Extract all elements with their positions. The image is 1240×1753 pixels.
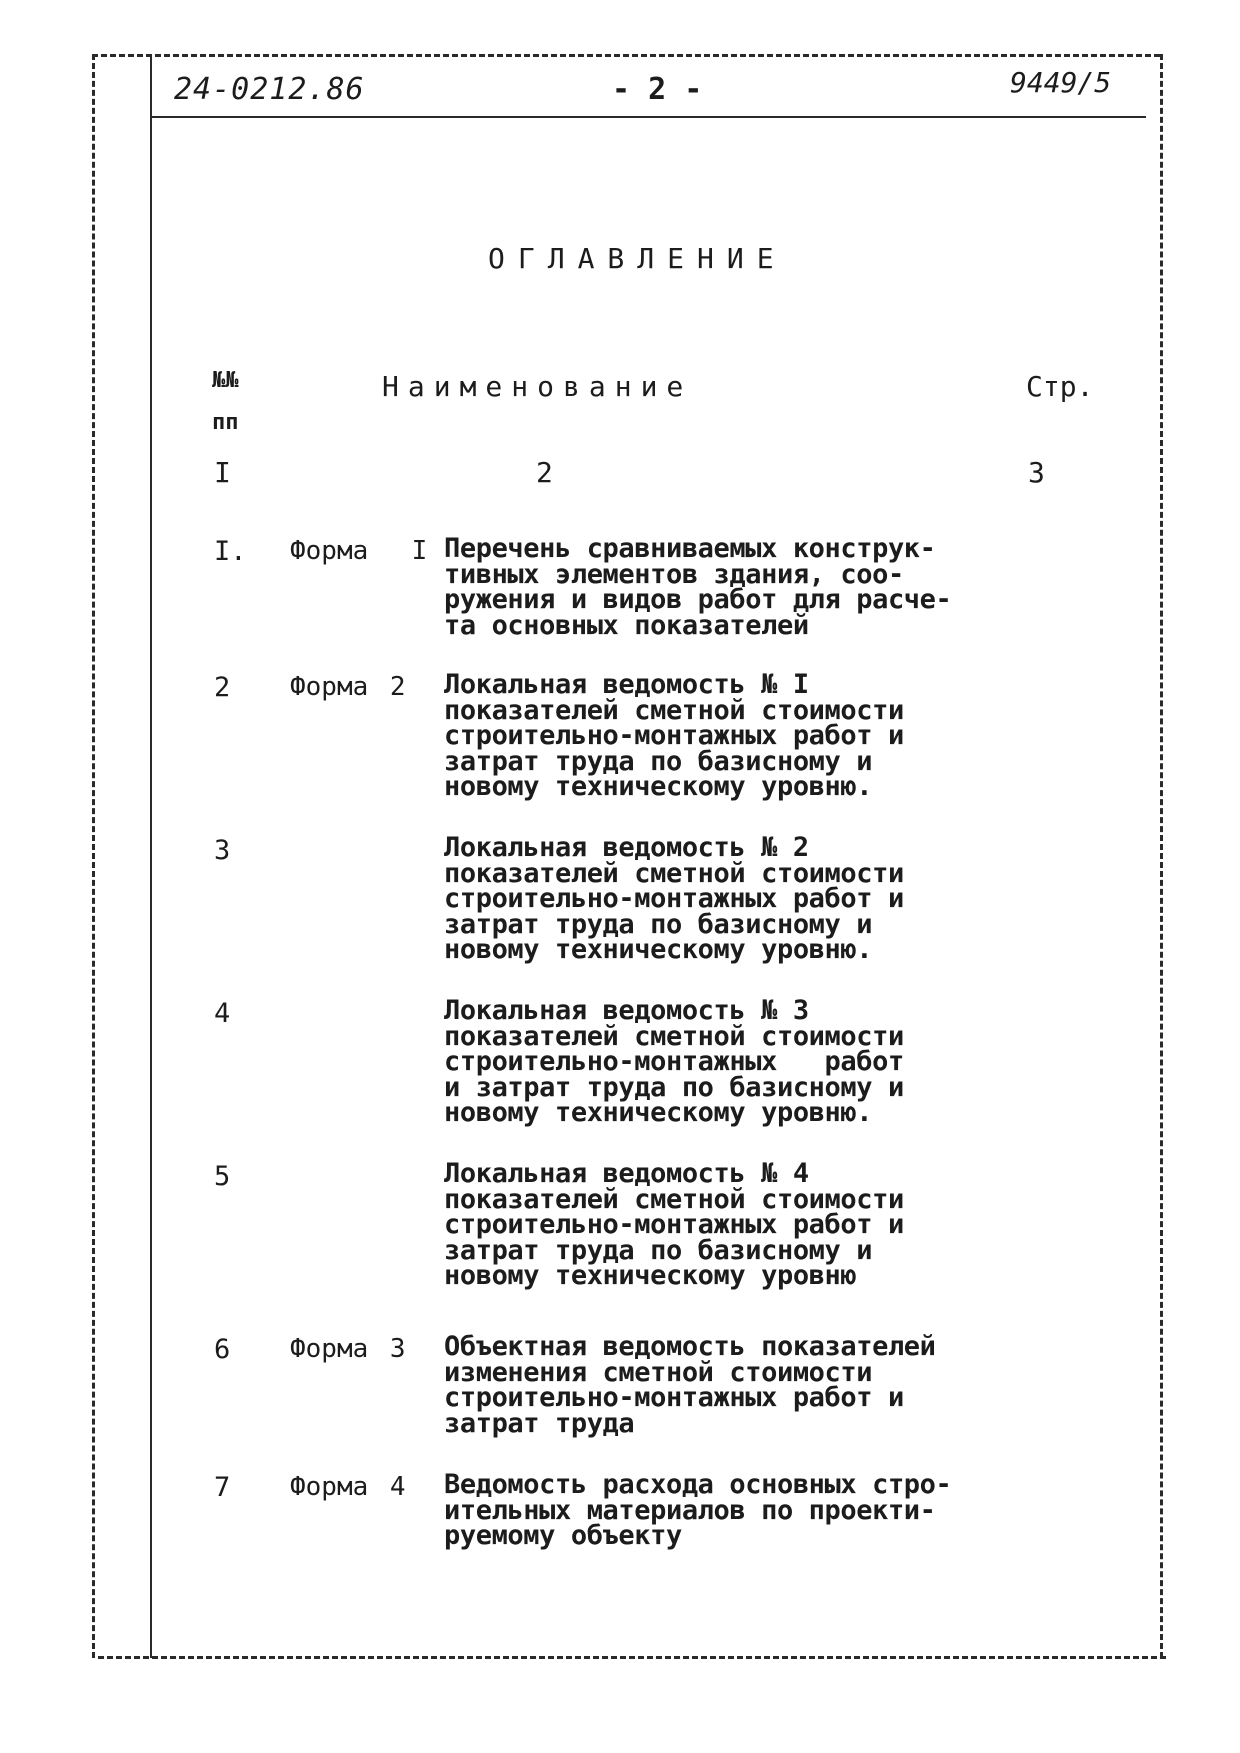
header-divider-line — [150, 116, 1146, 118]
column-header-page: Стр. — [1026, 370, 1094, 403]
toc-item-line: новому техническому уровню. — [444, 771, 873, 802]
toc-item-line: та основных показателей — [444, 609, 809, 641]
column-header-number-line1: №№ — [212, 368, 239, 393]
page-title: ОГЛАВЛЕНИЕ — [488, 242, 787, 275]
toc-item-number: I. — [214, 536, 247, 567]
toc-item-description — [444, 832, 964, 965]
toc-item-form: Форма I — [290, 536, 428, 566]
toc-item-number: 2 — [214, 672, 231, 703]
toc-item-line: показателей сметной стоимости — [444, 694, 904, 726]
toc-item-line: новому техническому уровню. — [444, 1097, 873, 1128]
toc-item-number: 6 — [214, 1334, 231, 1365]
column-header-number — [212, 360, 252, 444]
margin-line — [150, 54, 152, 1658]
toc-item-line: строительно-монтажных работ и — [444, 883, 904, 914]
toc-item-form: Форма 3 — [290, 1334, 406, 1364]
frame-bottom-line — [98, 1656, 1166, 1659]
toc-item-line: новому техническому уровню — [444, 1260, 857, 1291]
toc-item-form: Форма 4 — [290, 1472, 406, 1502]
toc-item-line: показателей сметной стоимости — [444, 857, 904, 889]
toc-item-line: Ведомость расхода основных стро- — [444, 1469, 952, 1500]
document-number: 9449/5 — [1010, 66, 1112, 99]
toc-item-line: руемому объекту — [444, 1520, 682, 1551]
toc-item-line: изменения сметной стоимости — [444, 1356, 873, 1388]
toc-item-description — [444, 669, 964, 802]
toc-item-line: ительных материалов по проекти- — [444, 1494, 936, 1526]
toc-item-line: показателей сметной стоимости — [444, 1183, 904, 1215]
toc-item-line: показателей сметной стоимости — [444, 1020, 904, 1052]
toc-item-number: 5 — [214, 1161, 231, 1192]
frame-top-line — [92, 54, 1160, 57]
toc-item-description — [444, 1158, 964, 1291]
toc-item-line: Объектная ведомость показателей — [444, 1331, 936, 1362]
toc-item-line: и затрат труда по базисному и — [444, 1071, 904, 1103]
toc-item-description — [444, 1469, 964, 1551]
toc-item-line: Локальная ведомость № 2 — [444, 832, 809, 863]
column-index-1: I — [214, 456, 231, 489]
toc-item-line: строительно-монтажных работ и — [444, 720, 904, 751]
column-index-3: 3 — [1028, 456, 1045, 489]
toc-item-description — [444, 533, 964, 641]
toc-item-line: строительно-монтажных работ — [444, 1046, 904, 1077]
toc-item-line: тивных элементов здания, соо- — [444, 558, 904, 590]
toc-item-line: строительно-монтажных работ и — [444, 1209, 904, 1240]
toc-item-line: затрат труда по базисному и — [444, 908, 873, 940]
page-number: - 2 - — [612, 72, 703, 107]
toc-item-number: 4 — [214, 998, 231, 1029]
toc-item-line: новому техническому уровню. — [444, 934, 873, 965]
toc-item-line: ружения и видов работ для расче- — [444, 584, 952, 615]
frame-right-line — [1160, 54, 1163, 1658]
toc-item-description — [444, 995, 964, 1128]
toc-item-line: Локальная ведомость № 4 — [444, 1158, 809, 1189]
toc-item-line: затрат труда по базисному и — [444, 1234, 873, 1266]
toc-item-line: затрат труда по базисному и — [444, 745, 873, 777]
column-header-number-line2: пп — [212, 410, 239, 435]
toc-item-line: Локальная ведомость № 3 — [444, 995, 809, 1026]
toc-item-form: Форма 2 — [290, 672, 406, 702]
toc-item-description — [444, 1331, 964, 1439]
toc-item-number: 7 — [214, 1472, 231, 1503]
toc-item-line: Перечень сравниваемых конструк- — [444, 533, 936, 564]
column-index-2: 2 — [536, 456, 553, 489]
column-header-name: Наименование — [382, 370, 693, 403]
toc-item-line: строительно-монтажных работ и — [444, 1382, 904, 1413]
frame-left-line — [92, 54, 95, 1658]
toc-item-line: затрат труда — [444, 1407, 635, 1439]
document-code: 24-0212.86 — [174, 72, 365, 107]
toc-item-number: 3 — [214, 835, 231, 866]
toc-item-line: Локальная ведомость № I — [444, 669, 809, 700]
